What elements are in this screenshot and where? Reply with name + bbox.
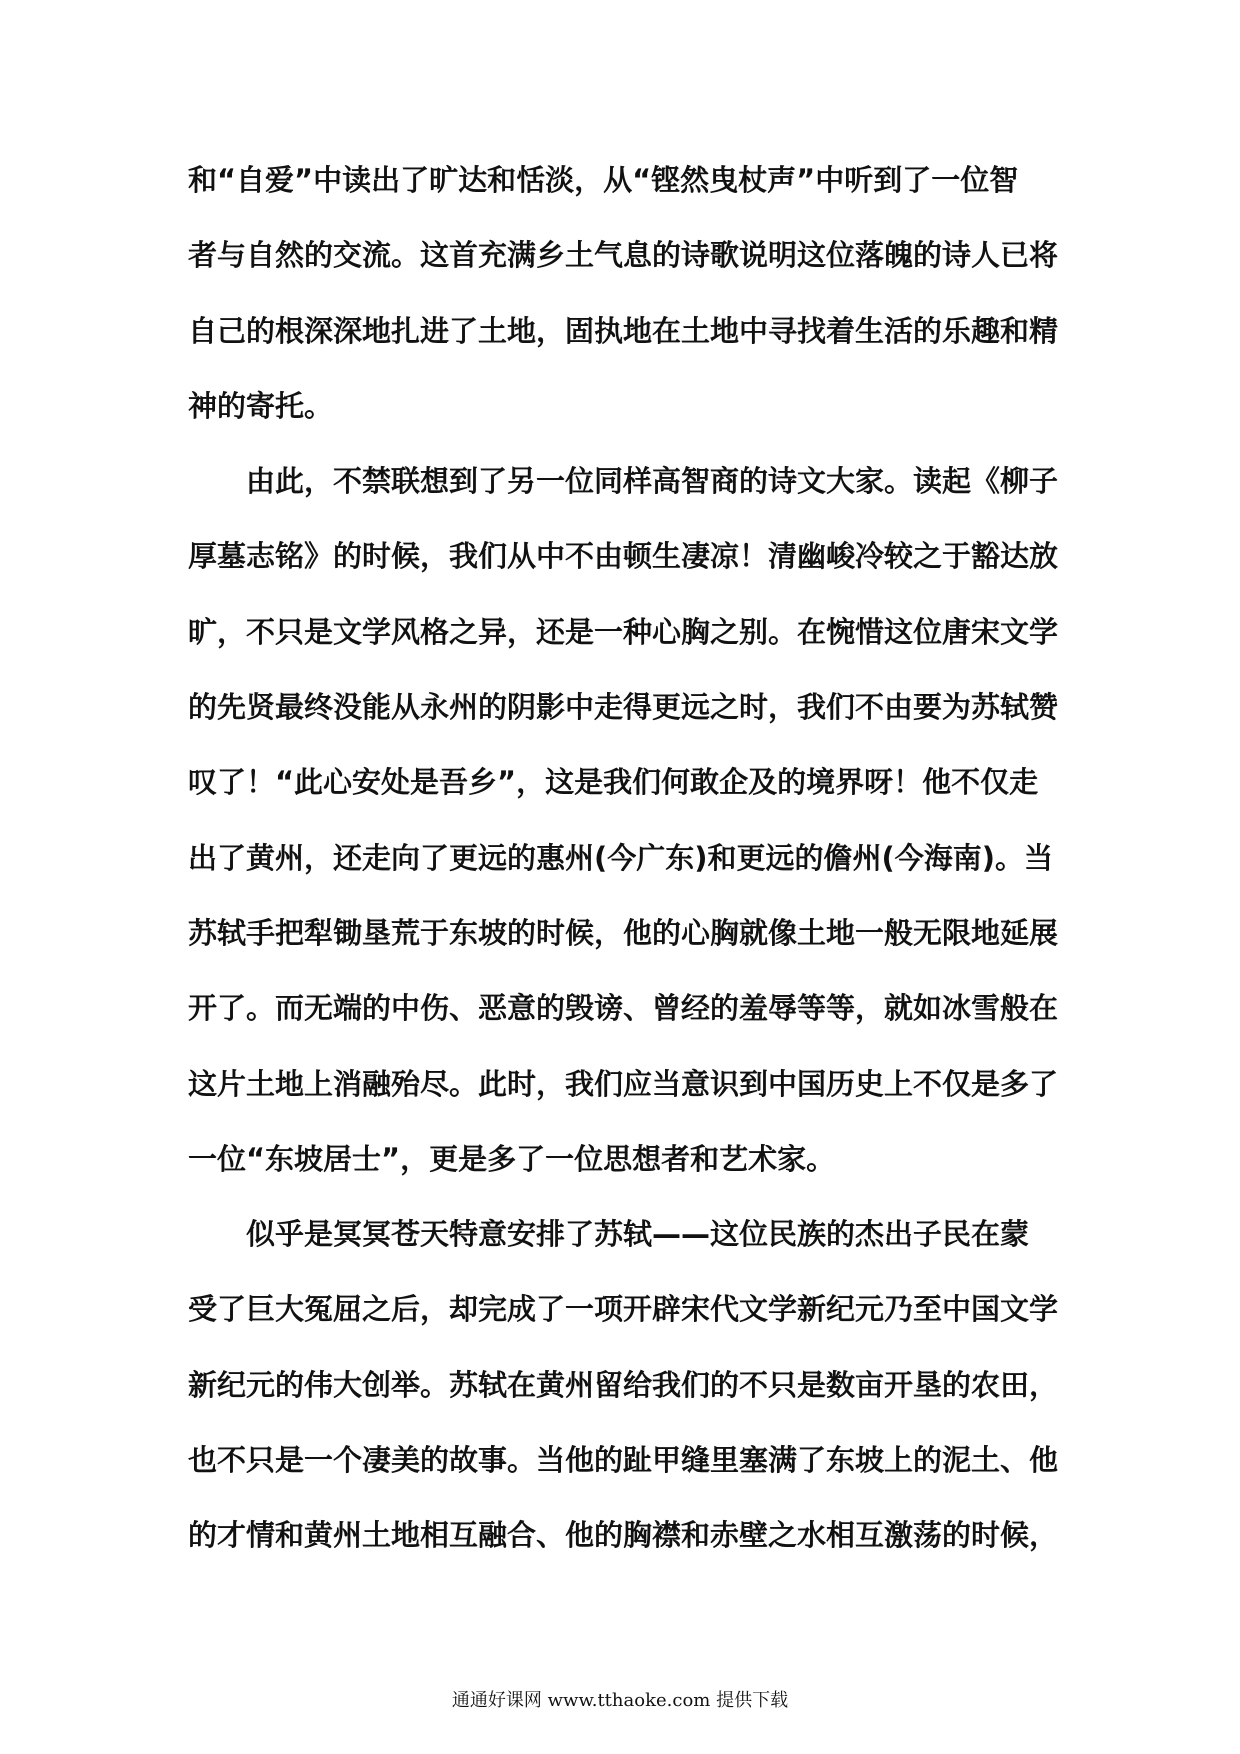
text-line: 一位“东坡居士”，更是多了一位思想者和艺术家。 — [188, 1141, 836, 1176]
text-line: 由此，不禁联想到了另一位同样高智商的诗文大家。读起《柳子 — [246, 464, 1059, 499]
text-line: 苏轼手把犁锄垦荒于东坡的时候，他的心胸就像土地一般无限地延展 — [188, 915, 1059, 950]
text-line: 的才情和黄州土地相互融合、他的胸襟和赤壁之水相互激荡的时候， — [188, 1518, 1059, 1553]
text-line: 似乎是冥冥苍天特意安排了苏轼——这位民族的杰出子民在蒙 — [246, 1217, 1030, 1252]
text-line: 厚墓志铭》的时候，我们从中不由顿生凄凉！清幽峻冷较之于豁达放 — [188, 539, 1059, 574]
text-line: 出了黄州，还走向了更远的惠州(今广东)和更远的儋州(今海南)。当 — [188, 840, 1054, 875]
text-line: 的先贤最终没能从永州的阴影中走得更远之时，我们不由要为苏轼赞 — [188, 690, 1059, 725]
page-footer: 通通好课网 www.tthaoke.com 提供下载 — [451, 1690, 789, 1711]
text-line: 新纪元的伟大创举。苏轼在黄州留给我们的不只是数亩开垦的农田， — [188, 1367, 1059, 1402]
text-line: 神的寄托。 — [188, 388, 334, 423]
text-line: 开了。而无端的中伤、恶意的毁谤、曾经的羞辱等等，就如冰雪般在 — [188, 991, 1059, 1026]
text-line: 受了巨大冤屈之后，却完成了一项开辟宋代文学新纪元乃至中国文学 — [188, 1292, 1059, 1327]
text-line: 叹了！“此心安处是吾乡”，这是我们何敢企及的境界呀！他不仅走 — [188, 765, 1039, 800]
text-line: 旷，不只是文学风格之异，还是一种心胸之别。在惋惜这位唐宋文学 — [188, 614, 1059, 649]
text-line: 和“自爱”中读出了旷达和恬淡，从“铿然曳杖声”中听到了一位智 — [188, 163, 1019, 197]
text-line: 者与自然的交流。这首充满乡土气息的诗歌说明这位落魄的诗人已将 — [188, 238, 1059, 273]
document-body — [188, 148, 1058, 1579]
text-line: 这片土地上消融殆尽。此时，我们应当意识到中国历史上不仅是多了 — [188, 1066, 1059, 1101]
text-line: 自己的根深深地扎进了土地，固执地在土地中寻找着生活的乐趣和精 — [188, 313, 1059, 348]
text-line: 也不只是一个凄美的故事。当他的趾甲缝里塞满了东坡上的泥土、他 — [188, 1443, 1059, 1478]
